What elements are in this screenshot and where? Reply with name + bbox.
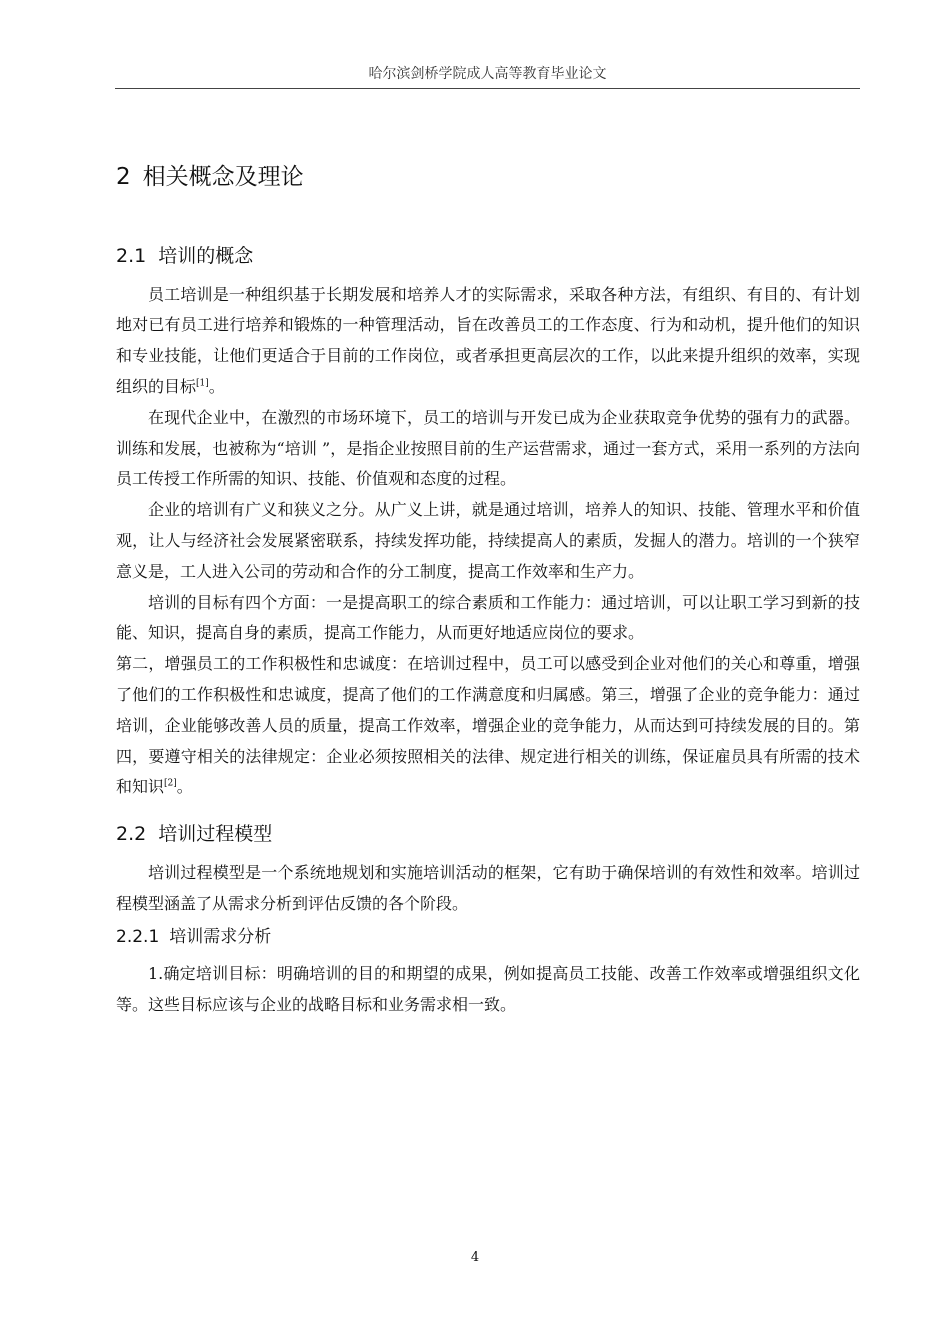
subsection-number: 2.2.1: [116, 927, 160, 948]
chapter-title: 相关概念及理论: [142, 164, 304, 190]
header-divider: [115, 88, 860, 89]
page-header: 哈尔滨剑桥学院成人高等教育毕业论文: [368, 66, 607, 82]
section-number: 2.2: [116, 823, 147, 846]
paragraph: 1.确定培训目标：明确培训的目的和期望的成果，例如提高员工技能、改善工作效率或增强组织文化等。这些目标应该与企业的战略目标和业务需求相一致。: [116, 963, 860, 1014]
section-title: 培训过程模型: [158, 823, 273, 846]
paragraph: 企业的培训有广义和狭义之分。从广义上讲，就是通过培训，培养人的知识、技能、管理水平和价值观，让人与经济社会发展紧密联系，持续发挥功能，持续提高人的素质，发掘人的潜力。培训的一个狭窄意义是，工人进入公司的劳动和合作的分工制度，提高工作效率和生产力。: [116, 500, 860, 581]
citation-ref: [1]: [196, 378, 209, 389]
page-body: [116, 158, 860, 1020]
paragraph-end: 。: [176, 777, 193, 797]
section-number: 2.1: [116, 245, 147, 267]
paragraph: 培训的目标有四个方面：一是提高职工的综合素质和工作能力：通过培训，可以让职工学习到新的技能、知识，提高自身的素质，提高工作能力，从而更好地适应岗位的要求。: [116, 592, 860, 643]
chapter-heading: [116, 158, 860, 191]
section-heading-2-2: [116, 821, 860, 848]
subsection-title: 培训需求分析: [169, 927, 272, 948]
paragraph: [116, 649, 860, 803]
paragraph: 在现代企业中，在激烈的市场环境下，员工的培训与开发已成为企业获取竞争优势的强有力的武器。训练和发展，也被称为“培训 ”，是指企业按照目前的生产运营需求，通过一套方式，采用一系列的方法向员工传授工作所需的知识、技能、价值观和态度的过程。: [116, 407, 860, 489]
chapter-number: 2: [116, 164, 131, 190]
page-number: 4: [470, 1250, 480, 1265]
section-title: 培训的概念: [158, 245, 254, 267]
citation-ref: [2]: [164, 779, 177, 790]
paragraph-text: 第二，增强员工的工作积极性和忠诚度：在培训过程中，员工可以感受到企业对他们的关心和尊重，增强了他们的工作积极性和忠诚度，提高了他们的工作满意度和归属感。第三，增强了企业的竞争能力：通过培训，企业能够改善人员的质量，提高工作效率，增强企业的竞争能力，从而达到可持续发展的目的。第四，要遵守相关的法律规定：企业必须按照相关的法律、规定进行相关的训练，保证雇员具有所需的技术和知识: [116, 654, 860, 797]
section-heading-2-1: [116, 243, 860, 270]
paragraph: [116, 280, 860, 403]
paragraph: 培训过程模型是一个系统地规划和实施培训活动的框架，它有助于确保培训的有效性和效率。培训过程模型涵盖了从需求分析到评估反馈的各个阶段。: [116, 862, 860, 913]
subsection-heading-2-2-1: [116, 925, 860, 951]
paragraph-end: 。: [208, 376, 225, 396]
paragraph-text: 员工培训是一种组织基于长期发展和培养人才的实际需求，采取各种方法，有组织、有目的、有计划地对已有员工进行培养和锻炼的一种管理活动，旨在改善员工的工作态度、行为和动机，提升他们的知识和专业技能，让他们更适合于目前的工作岗位，或者承担更高层次的工作，以此来提升组织的效率，实现组织的目标: [116, 284, 860, 396]
